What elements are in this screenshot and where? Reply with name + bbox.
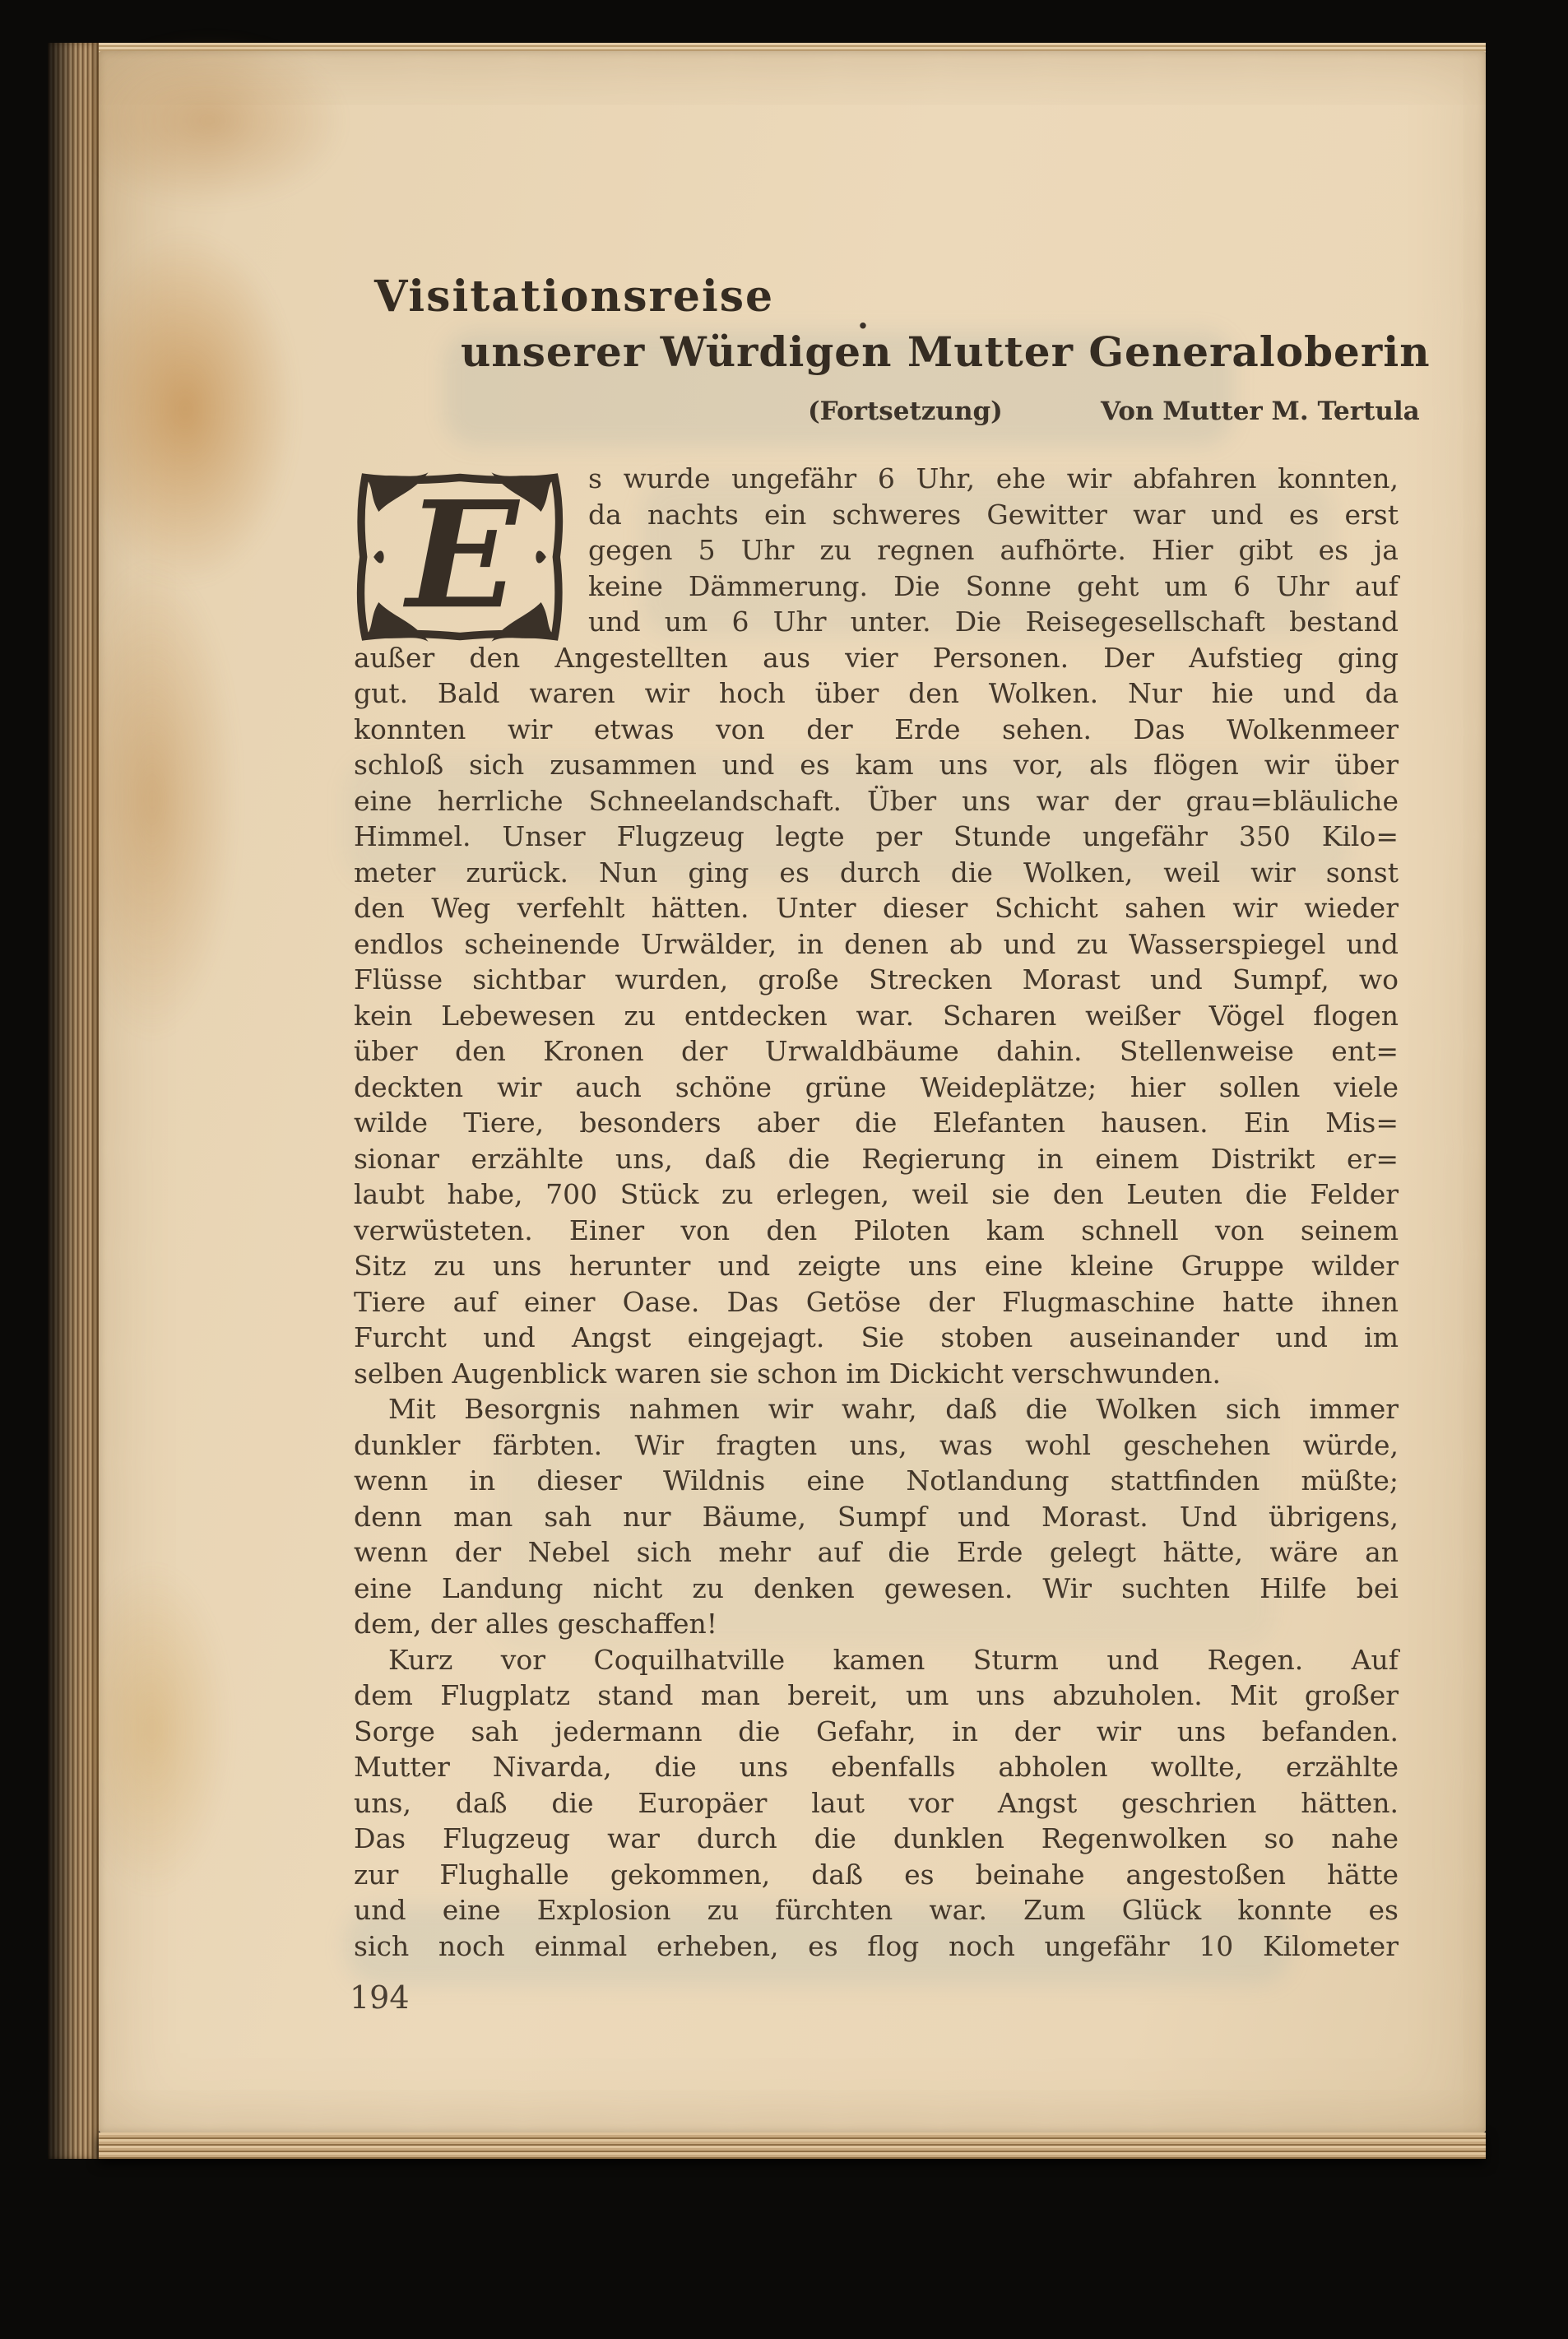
text-line: kein Lebewesen zu entdecken war. Scharen weißer Vögel flogen <box>354 999 1399 1032</box>
text-line: Sitz zu uns herunter und zeigte uns eine kleine Gruppe wilder <box>354 1250 1399 1282</box>
author-byline: Von Mutter M. Tertula <box>1101 397 1420 426</box>
text-line: gut. Bald waren wir hoch über den Wolken. Nur hie und da <box>354 677 1399 709</box>
text-line: deckten wir auch schöne grüne Weideplätze; hier sollen viele <box>354 1070 1399 1103</box>
text-line: verwüsteten. Einer von den Piloten kam schnell von seinem <box>354 1214 1399 1246</box>
text-line: dem Flugplatz stand man bereit, um uns abzuholen. Mit großer <box>354 1679 1399 1711</box>
text-line: über den Kronen der Urwaldbäume dahin. Stellenweise ent= <box>354 1035 1399 1067</box>
page-stack-edge-bottom <box>99 2132 1486 2159</box>
text-line: schloß sich zusammen und es kam uns vor, als flögen wir über <box>354 749 1399 781</box>
aging-stain <box>74 35 346 207</box>
text-line: dunkler färbten. Wir fragten uns, was wohl geschehen würde, <box>354 1428 1399 1461</box>
body-lines <box>354 461 1399 1964</box>
text-line: laubt habe, 700 Stück zu erlegen, weil sie den Leuten die Felder <box>354 1178 1399 1210</box>
text-line: wenn der Nebel sich mehr auf die Erde gelegt hätte, wäre an <box>354 1536 1399 1568</box>
text-line: sionar erzählte uns, daß die Regierung in einem Distrikt er= <box>354 1142 1399 1175</box>
text-line: Tiere auf einer Oase. Das Getöse der Flugmaschine hatte ihnen <box>354 1285 1399 1318</box>
text-line: s wurde ungefähr 6 Uhr, ehe wir abfahren konnten, <box>588 462 1399 494</box>
ornate-drop-cap <box>352 467 568 647</box>
text-line: eine Landung nicht zu denken gewesen. Wir suchten Hilfe bei <box>354 1571 1399 1604</box>
page-number: 194 <box>350 1979 410 2016</box>
text-line: Das Flugzeug war durch die dunklen Regenwolken so nahe <box>354 1822 1399 1854</box>
text-line: da nachts ein schweres Gewitter war und es erst <box>588 498 1399 531</box>
text-line: eine herrliche Schneelandschaft. Über uns war der grau=bläuliche <box>354 784 1399 817</box>
text-line: endlos scheinende Urwälder, in denen ab und zu Wasserspiegel und <box>354 927 1399 960</box>
article-title-line1: Visitationsreise <box>374 271 775 322</box>
page-stack-edge-left <box>48 43 99 2159</box>
svg-text:E: E <box>406 469 519 643</box>
article-body <box>354 461 1399 1964</box>
text-line: selben Augenblick waren sie schon im Dickicht verschwunden. <box>354 1357 1222 1390</box>
text-line: den Weg verfehlt hätten. Unter dieser Schicht sahen wir wieder <box>354 892 1399 924</box>
title-stray-mark: . <box>857 298 869 336</box>
text-line: Sorge sah jedermann die Gefahr, in der wir uns befanden. <box>354 1715 1399 1747</box>
text-line: Himmel. Unser Flugzeug legte per Stunde ungefähr 350 Kilo= <box>354 820 1399 852</box>
text-line: gegen 5 Uhr zu regnen aufhörte. Hier gibt es ja <box>588 534 1399 566</box>
text-line: Mutter Nivarda, die uns ebenfalls abholen wollte, erzählte <box>354 1751 1399 1783</box>
text-line: zur Flughalle gekommen, daß es beinahe angestoßen hätte <box>354 1858 1399 1891</box>
paper-sheet <box>99 51 1486 2132</box>
text-line: denn man sah nur Bäume, Sumpf und Morast. Und übrigens, <box>354 1500 1399 1533</box>
continuation-note: (Fortsetzung) <box>808 397 1003 426</box>
text-line: wilde Tiere, besonders aber die Elefanten hausen. Ein Mis= <box>354 1107 1399 1139</box>
text-line: sich noch einmal erheben, es flog noch ungefähr 10 Kilometer <box>354 1929 1399 1962</box>
text-line: Mit Besorgnis nahmen wir wahr, daß die Wolken sich immer <box>388 1393 1399 1425</box>
text-line: und um 6 Uhr unter. Die Reisegesellschaft bestand <box>588 606 1399 638</box>
text-line: uns, daß die Europäer laut vor Angst geschrien hätten. <box>354 1786 1399 1819</box>
aging-stain <box>74 232 296 586</box>
book-page <box>48 43 1486 2159</box>
text-line: keine Dämmerung. Die Sonne geht um 6 Uhr auf <box>588 569 1399 602</box>
text-line: und eine Explosion zu fürchten war. Zum Glück konnte es <box>354 1894 1399 1926</box>
text-line: wenn in dieser Wildnis eine Notlandung stattfinden müßte; <box>354 1464 1399 1497</box>
text-line: dem, der alles geschaffen! <box>354 1608 718 1640</box>
text-line: meter zurück. Nun ging es durch die Wolken, weil wir sonst <box>354 856 1399 889</box>
text-line: konnten wir etwas von der Erde sehen. Das Wolkenmeer <box>354 712 1399 745</box>
text-line: Flüsse sichtbar wurden, große Strecken Morast und Sumpf, wo <box>354 963 1399 995</box>
text-line: Furcht und Angst eingejagt. Sie stoben auseinander und im <box>354 1321 1399 1353</box>
text-line: außer den Angestellten aus vier Personen. Der Aufstieg ging <box>354 641 1399 674</box>
text-line: Kurz vor Coquilhatville kamen Sturm und Regen. Auf <box>388 1643 1399 1676</box>
article-title-line2: unserer Würdigen Mutter Generaloberin <box>461 327 1431 376</box>
